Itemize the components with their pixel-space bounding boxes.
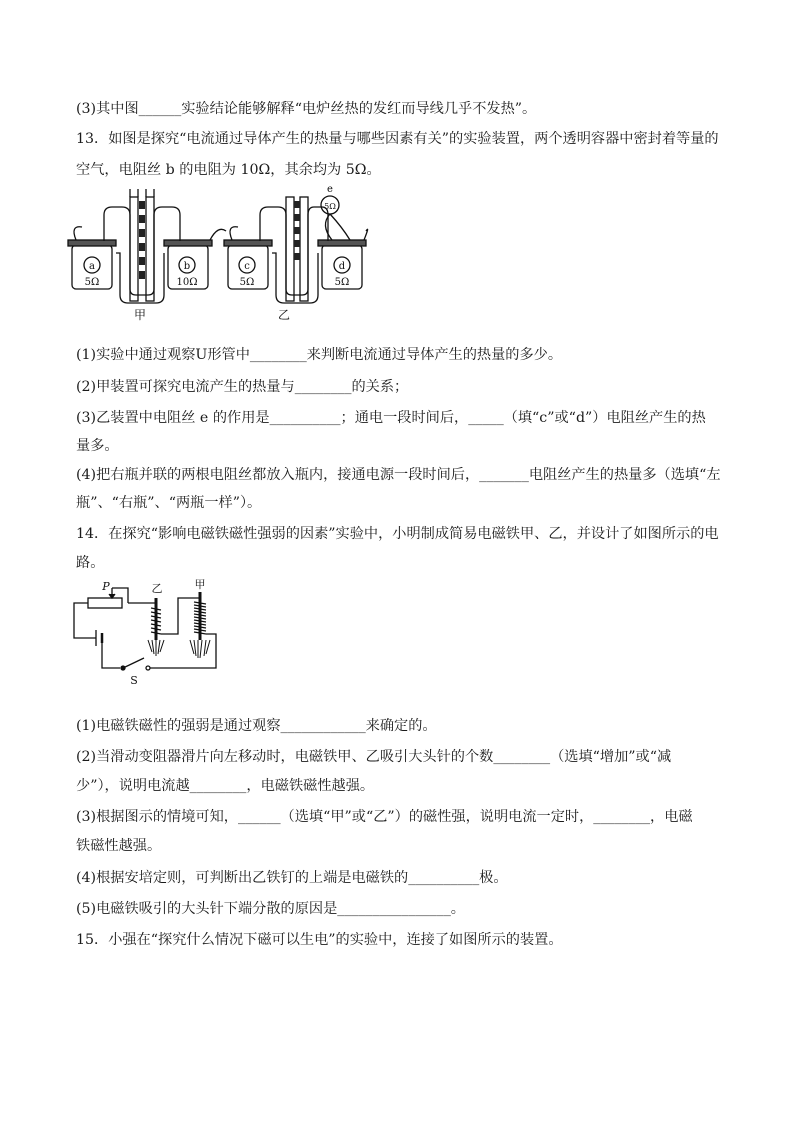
value-e: 5Ω: [324, 202, 336, 211]
label-switch: S: [130, 674, 138, 687]
q14-part2-line1: (2)当滑动变阻器滑片向左移动时，电磁铁甲、乙吸引大头针的个数________（选填“增加”或“减: [76, 749, 672, 765]
label-c: c: [244, 261, 250, 272]
value-a: 5Ω: [84, 277, 100, 288]
q13-stem-line2: 空气，电阻丝 b 的电阻为 10Ω，其余均为 5Ω。: [76, 162, 381, 178]
value-d: 5Ω: [334, 277, 350, 288]
q13-part1: (1)实验中通过观察U形管中________来判断电流通过导体产生的热量的多少。: [76, 347, 563, 363]
q14-stem-line1: 14．在探究“影响电磁铁磁性强弱的因素”实验中，小明制成简易电磁铁甲、乙，并设计了如图所示的电: [76, 526, 719, 542]
q12-part3: (3)其中图______实验结论能够解释“电炉丝热的发红而导线几乎不发热”。: [76, 101, 537, 117]
jar-a-lid: [68, 240, 116, 246]
q14-part3-line1: (3)根据图示的情境可知，______（选填“甲”或“乙”）的磁性强，说明电流一定时，________，电磁: [76, 809, 693, 825]
label-d: d: [338, 261, 346, 272]
q14-figure: [68, 578, 228, 688]
label-a: a: [89, 261, 95, 272]
q14-part4: (4)根据安培定则，可判断出乙铁钉的上端是电磁铁的__________极。: [76, 870, 508, 886]
switch-contact: [146, 666, 150, 670]
value-b: 10Ω: [176, 277, 198, 288]
rheostat: [88, 598, 122, 608]
switch-blade: [123, 658, 144, 668]
label-magnet-jia: 甲: [194, 578, 206, 591]
value-c: 5Ω: [239, 277, 255, 288]
q14-part2-line2: 少”），说明电流越________，电磁铁磁性越强。: [76, 778, 375, 794]
jar-d-lid: [318, 240, 366, 246]
q13-figure: [60, 185, 370, 325]
q13-part3-line1: (3)乙装置中电阻丝 e 的作用是__________；通电一段时间后，_____（填“c”或“d”）电阻丝产生的热: [76, 410, 706, 426]
q14-part3-line2: 铁磁性越强。: [76, 838, 162, 854]
q13-part4-line2: 瓶”、“右瓶”、“两瓶一样”）。: [76, 495, 262, 511]
label-b: b: [183, 261, 191, 272]
q13-part4-line1: (4)把右瓶并联的两根电阻丝都放入瓶内，接通电源一段时间后，_______电阻丝产生的热量多（选填“左: [76, 467, 721, 483]
q13-part2: (2)甲装置可探究电流产生的热量与________的关系；: [76, 379, 409, 395]
q13-part3-line2: 量多。: [76, 438, 119, 454]
caption-yi: 乙: [277, 308, 291, 322]
label-p: P: [102, 580, 110, 593]
label-magnet-yi: 乙: [151, 582, 163, 595]
q14-part1: (1)电磁铁磁性的强弱是通过观察____________来确定的。: [76, 718, 437, 734]
jar-c-lid: [224, 240, 272, 246]
jar-b-lid: [164, 240, 212, 246]
caption-jia: 甲: [133, 308, 147, 322]
q14-part5: (5)电磁铁吸引的大头针下端分散的原因是________________。: [76, 901, 465, 917]
q15-stem: 15．小强在“探究什么情况下磁可以生电”的实验中，连接了如图所示的装置。: [76, 932, 563, 948]
q13-stem-line1: 13．如图是探究“电流通过导体产生的热量与哪些因素有关”的实验装置，两个透明容器中密封着等量的: [76, 131, 719, 147]
label-e: e: [327, 185, 333, 195]
q14-stem-line2: 路。: [76, 555, 105, 571]
